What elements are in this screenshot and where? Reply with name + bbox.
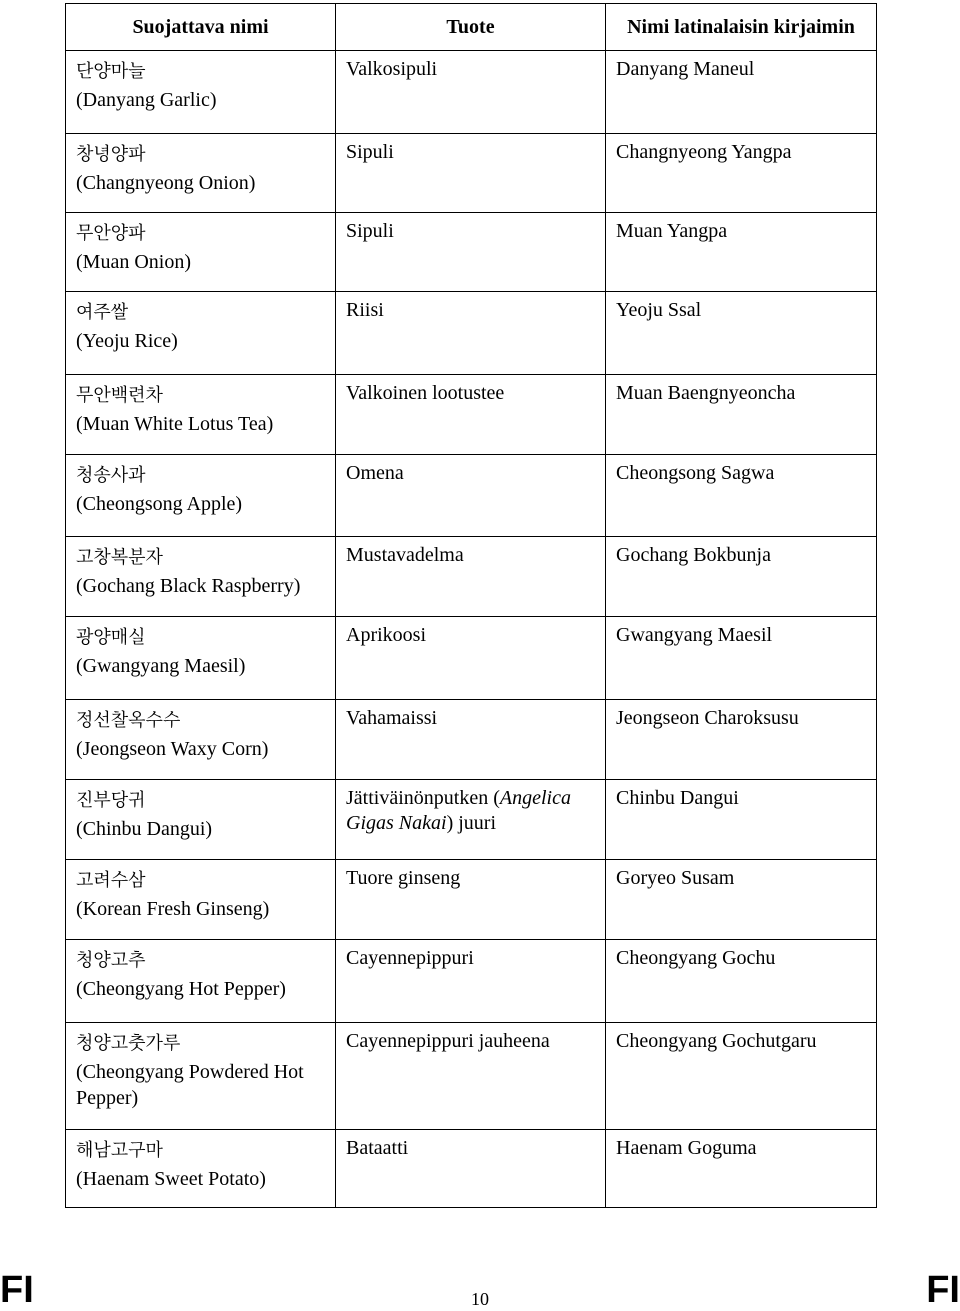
protected-name-cell <box>66 375 336 455</box>
table-row <box>66 375 877 455</box>
language-marker-left: FI <box>0 1269 34 1311</box>
protected-name-cell <box>66 1130 336 1208</box>
product-cell: Valkosipuli <box>336 51 606 134</box>
korean-name: 청양고춧가루 <box>76 1033 181 1054</box>
latin-name-cell: Changnyeong Yangpa <box>606 134 877 213</box>
protected-name-cell <box>66 213 336 292</box>
english-name: (Korean Fresh Ginseng) <box>76 898 270 920</box>
protected-name-cell <box>66 51 336 134</box>
latin-name-cell: Chinbu Dangui <box>606 780 877 860</box>
table-row <box>66 537 877 617</box>
language-marker-right: FI <box>926 1269 960 1311</box>
page-number: 10 <box>471 1289 489 1309</box>
product-cell: Omena <box>336 455 606 537</box>
korean-name: 단양마늘 <box>76 61 146 82</box>
table-header-row <box>66 4 877 51</box>
product-cell: Cayennepippuri jauheena <box>336 1023 606 1130</box>
latin-name-cell: Cheongsong Sagwa <box>606 455 877 537</box>
english-name: (Muan White Lotus Tea) <box>76 413 274 435</box>
table-row <box>66 1023 877 1130</box>
korean-name: 창녕양파 <box>76 144 146 165</box>
header-protected-name: Suojattava nimi <box>66 4 336 51</box>
product-cell: Aprikoosi <box>336 617 606 700</box>
protected-name-cell <box>66 940 336 1023</box>
table-row <box>66 700 877 780</box>
table-row <box>66 860 877 940</box>
product-cell: Sipuli <box>336 134 606 213</box>
korean-name: 청양고추 <box>76 950 146 971</box>
table-row <box>66 292 877 375</box>
protected-name-cell <box>66 1023 336 1130</box>
korean-name: 해남고구마 <box>76 1140 163 1161</box>
protected-name-cell <box>66 292 336 375</box>
latin-name-cell: Jeongseon Charoksusu <box>606 700 877 780</box>
product-cell: Vahamaissi <box>336 700 606 780</box>
english-name: (Haenam Sweet Potato) <box>76 1168 266 1190</box>
table-row <box>66 455 877 537</box>
korean-name: 여주쌀 <box>76 302 129 323</box>
table-row <box>66 780 877 860</box>
latin-name-cell: Muan Yangpa <box>606 213 877 292</box>
table-row <box>66 1130 877 1208</box>
english-name: (Cheongsong Apple) <box>76 493 243 515</box>
table-row <box>66 617 877 700</box>
latin-name-cell: Yeoju Ssal <box>606 292 877 375</box>
latin-name-cell: Goryeo Susam <box>606 860 877 940</box>
product-cell <box>336 780 606 860</box>
english-name: (Danyang Garlic) <box>76 89 217 111</box>
protected-name-cell <box>66 134 336 213</box>
korean-name: 고창복분자 <box>76 547 163 568</box>
english-name: (Jeongseon Waxy Corn) <box>76 738 269 760</box>
korean-name: 청송사과 <box>76 465 146 486</box>
product-cell: Cayennepippuri <box>336 940 606 1023</box>
korean-name: 정선찰옥수수 <box>76 710 181 731</box>
english-name: (Changnyeong Onion) <box>76 172 256 194</box>
header-product: Tuote <box>336 4 606 51</box>
korean-name: 진부당귀 <box>76 790 146 811</box>
protected-name-cell <box>66 617 336 700</box>
product-cell: Mustavadelma <box>336 537 606 617</box>
latin-name-cell: Cheongyang Gochutgaru <box>606 1023 877 1130</box>
english-name: (Gwangyang Maesil) <box>76 655 246 677</box>
table-row <box>66 134 877 213</box>
product-cell: Bataatti <box>336 1130 606 1208</box>
english-name: (Cheongyang Powdered Hot Pepper) <box>76 1061 304 1109</box>
header-latin-name: Nimi latinalaisin kirjaimin <box>606 4 877 51</box>
table-row <box>66 940 877 1023</box>
korean-name: 무안양파 <box>76 223 146 244</box>
protected-name-cell <box>66 700 336 780</box>
english-name: (Gochang Black Raspberry) <box>76 575 301 597</box>
latin-name-cell: Danyang Maneul <box>606 51 877 134</box>
product-cell: Sipuli <box>336 213 606 292</box>
table-row <box>66 51 877 134</box>
korean-name: 무안백련차 <box>76 385 163 406</box>
protected-names-table <box>65 3 877 1208</box>
protected-name-cell <box>66 780 336 860</box>
protected-name-cell <box>66 455 336 537</box>
latin-name-cell: Haenam Goguma <box>606 1130 877 1208</box>
product-latin-species: Angelica Gigas Nakai <box>346 787 571 834</box>
english-name: (Chinbu Dangui) <box>76 818 213 840</box>
product-cell: Riisi <box>336 292 606 375</box>
english-name: (Muan Onion) <box>76 251 191 273</box>
table-row <box>66 213 877 292</box>
latin-name-cell: Cheongyang Gochu <box>606 940 877 1023</box>
product-text-suffix: ) juuri <box>446 812 496 834</box>
latin-name-cell: Gwangyang Maesil <box>606 617 877 700</box>
protected-name-cell <box>66 860 336 940</box>
english-name: (Yeoju Rice) <box>76 330 178 352</box>
latin-name-cell: Gochang Bokbunja <box>606 537 877 617</box>
product-cell: Valkoinen lootustee <box>336 375 606 455</box>
latin-name-cell: Muan Baengnyeoncha <box>606 375 877 455</box>
korean-name: 광양매실 <box>76 627 146 648</box>
product-text: Jättiväinönputken ( <box>346 787 500 809</box>
protected-name-cell <box>66 537 336 617</box>
english-name: (Cheongyang Hot Pepper) <box>76 978 286 1000</box>
product-cell: Tuore ginseng <box>336 860 606 940</box>
korean-name: 고려수삼 <box>76 870 146 891</box>
